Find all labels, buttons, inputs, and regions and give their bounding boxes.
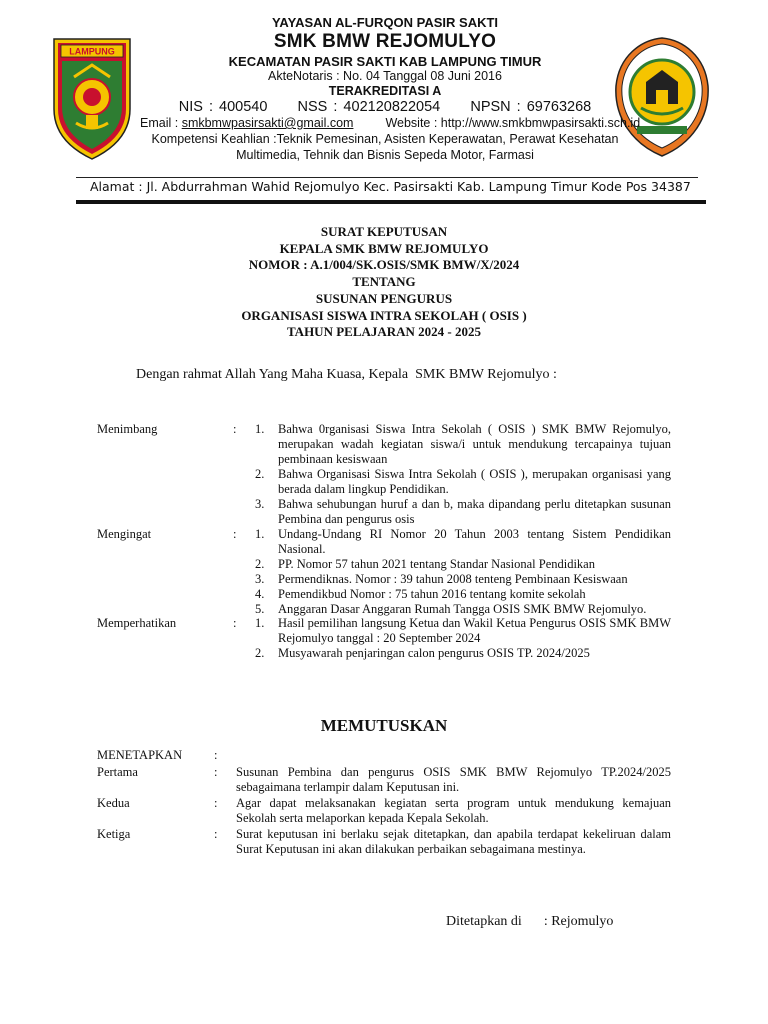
decision-label: Ketiga bbox=[97, 827, 131, 841]
section-colon: : bbox=[233, 616, 237, 630]
menimbang-section bbox=[97, 422, 671, 527]
sign-place-value: : Rejomulyo bbox=[543, 914, 614, 929]
list-item: 2. PP. Nomor 57 tahun 2021 tentang Standar Nasional Pendidikan bbox=[255, 557, 595, 571]
decision-text: Agar dapat melaksanakan kegiatan serta program untuk mendukung kemajuan Sekolah serta melaporkan kepada Kepala Sekolah. bbox=[236, 796, 671, 825]
svg-text:LAMPUNG: LAMPUNG bbox=[69, 46, 115, 57]
memperhatikan-section bbox=[97, 616, 671, 661]
decision-kedua bbox=[97, 796, 671, 826]
decree-school-year: TAHUN PELAJARAN 2024 - 2025 bbox=[286, 324, 482, 340]
notary-deed: AkteNotaris : No. 04 Tanggal 08 Juni 2016 bbox=[268, 69, 502, 83]
decision-text: Susunan Pembina dan pengurus OSIS SMK BMW Rejomulyo TP.2024/2025 sebagaimana terlampir dalam Keputusan ini. bbox=[236, 765, 671, 794]
list-item: 5. Anggaran Dasar Anggaran Rumah Tangga OSIS SMK BMW Rejomulyo. bbox=[255, 602, 647, 616]
district-name: KECAMATAN PASIR SAKTI KAB LAMPUNG TIMUR bbox=[228, 54, 542, 69]
decree-subject: SUSUNAN PENGURUS bbox=[315, 290, 453, 306]
decree-organization: ORGANISASI SISWA INTRA SEKOLAH ( OSIS ) bbox=[241, 307, 527, 323]
list-item: 3. Bahwa sehubungan huruf a dan b, maka dipandang perlu ditetapkan susunan Pembina dan pengurus osis bbox=[255, 497, 671, 526]
mengingat-list bbox=[255, 527, 671, 617]
decision-text bbox=[236, 748, 671, 763]
section-colon: : bbox=[233, 527, 237, 541]
section-label: Menimbang bbox=[97, 422, 158, 436]
header-thick-divider bbox=[76, 200, 706, 204]
decision-menetapkan bbox=[97, 748, 671, 763]
decree-title-block bbox=[84, 224, 684, 341]
school-name: SMK BMW REJOMULYO bbox=[273, 31, 497, 52]
decision-ketiga bbox=[97, 827, 671, 857]
contact-line bbox=[140, 116, 641, 130]
email-link[interactable]: smkbmwpasirsakti@gmail.com bbox=[181, 116, 354, 130]
memperhatikan-list bbox=[255, 616, 671, 661]
section-label: Mengingat bbox=[97, 527, 152, 541]
decree-about: TENTANG bbox=[352, 274, 416, 290]
decision-text: Surat keputusan ini berlaku sejak ditetapkan, dan apabila terdapat kekeliruan dalam Surat Keputusan ini akan dilakukan perbaikan sebagaimana mestinya. bbox=[236, 827, 671, 856]
decision-colon: : bbox=[214, 765, 218, 779]
list-item: 1. Undang-Undang RI Nomor 20 Tahun 2003 tentang Sistem Pendidikan Nasional. bbox=[255, 527, 671, 556]
decision-label: Kedua bbox=[97, 796, 130, 810]
decision-label: MENETAPKAN bbox=[97, 748, 183, 762]
school-identifiers: NIS : 400540 NSS : 402120822054 NPSN : 69763268 bbox=[178, 99, 592, 115]
sign-place-label: Ditetapkan di bbox=[446, 914, 522, 929]
lampung-emblem-logo bbox=[52, 37, 132, 161]
accreditation-status: TERAKREDITASI A bbox=[328, 84, 442, 98]
competency-line-1: Kompetensi Keahlian :Teknik Pemesinan, Asisten Keperawatan, Perawat Kesehatan bbox=[151, 132, 619, 146]
decision-label: Pertama bbox=[97, 765, 138, 779]
decision-colon: : bbox=[214, 796, 218, 810]
decide-heading: MEMUTUSKAN bbox=[320, 716, 448, 735]
menimbang-list bbox=[255, 422, 671, 527]
decree-number: NOMOR : A.1/004/SK.OSIS/SMK BMW/X/2024 bbox=[248, 257, 520, 273]
website-link[interactable]: Website : http://www.smkbmwpasirsakti.sch.id bbox=[385, 116, 641, 130]
list-item: 1. Hasil pemilihan langsung Ketua dan Wakil Ketua Pengurus OSIS SMK BMW Rejomulyo tanggal : 20 September 2024 bbox=[255, 616, 671, 645]
list-item: 3. Permendiknas. Nomor : 39 tahun 2008 tenteng Pembinaan Kesiswaan bbox=[255, 572, 628, 586]
decree-issuer: KEPALA SMK BMW REJOMULYO bbox=[279, 240, 489, 256]
decision-colon: : bbox=[214, 748, 218, 762]
header-thin-divider bbox=[76, 177, 698, 178]
signature-place bbox=[446, 914, 613, 930]
school-address: Alamat : Jl. Abdurrahman Wahid Rejomulyo Kec. Pasirsakti Kab. Lampung Timur Kode Pos 34387 bbox=[90, 179, 691, 194]
email-label: Email : bbox=[140, 116, 182, 130]
mengingat-section bbox=[97, 527, 671, 617]
opening-statement: Dengan rahmat Allah Yang Maha Kuasa, Kepala SMK BMW Rejomulyo : bbox=[136, 367, 557, 382]
list-item: 2. Bahwa Organisasi Siswa Intra Sekolah ( OSIS ), merupakan organisasi yang berada dalam lingkup Pendidikan. bbox=[255, 467, 671, 496]
section-colon: : bbox=[233, 422, 237, 436]
foundation-name: YAYASAN AL-FURQON PASIR SAKTI bbox=[271, 15, 499, 30]
decision-pertama bbox=[97, 765, 671, 795]
competency-line-2: Multimedia, Tehnik dan Bisnis Sepeda Motor, Farmasi bbox=[236, 148, 534, 162]
decree-title: SURAT KEPUTUSAN bbox=[320, 224, 448, 239]
list-item: 2. Musyawarah penjaringan calon pengurus OSIS TP. 2024/2025 bbox=[255, 646, 590, 660]
list-item: 1. Bahwa 0rganisasi Siswa Intra Sekolah ( OSIS ) SMK BMW Rejomulyo, merupakan wadah kegiatan siswa/i untuk mendukung tercapainya tujuan pembinaan kesiswaan bbox=[255, 422, 671, 466]
list-item: 4. Pemendikbud Nomor : 75 tahun 2016 tentang komite sekolah bbox=[255, 587, 586, 601]
section-label: Memperhatikan bbox=[97, 616, 177, 630]
decision-colon: : bbox=[214, 827, 218, 841]
